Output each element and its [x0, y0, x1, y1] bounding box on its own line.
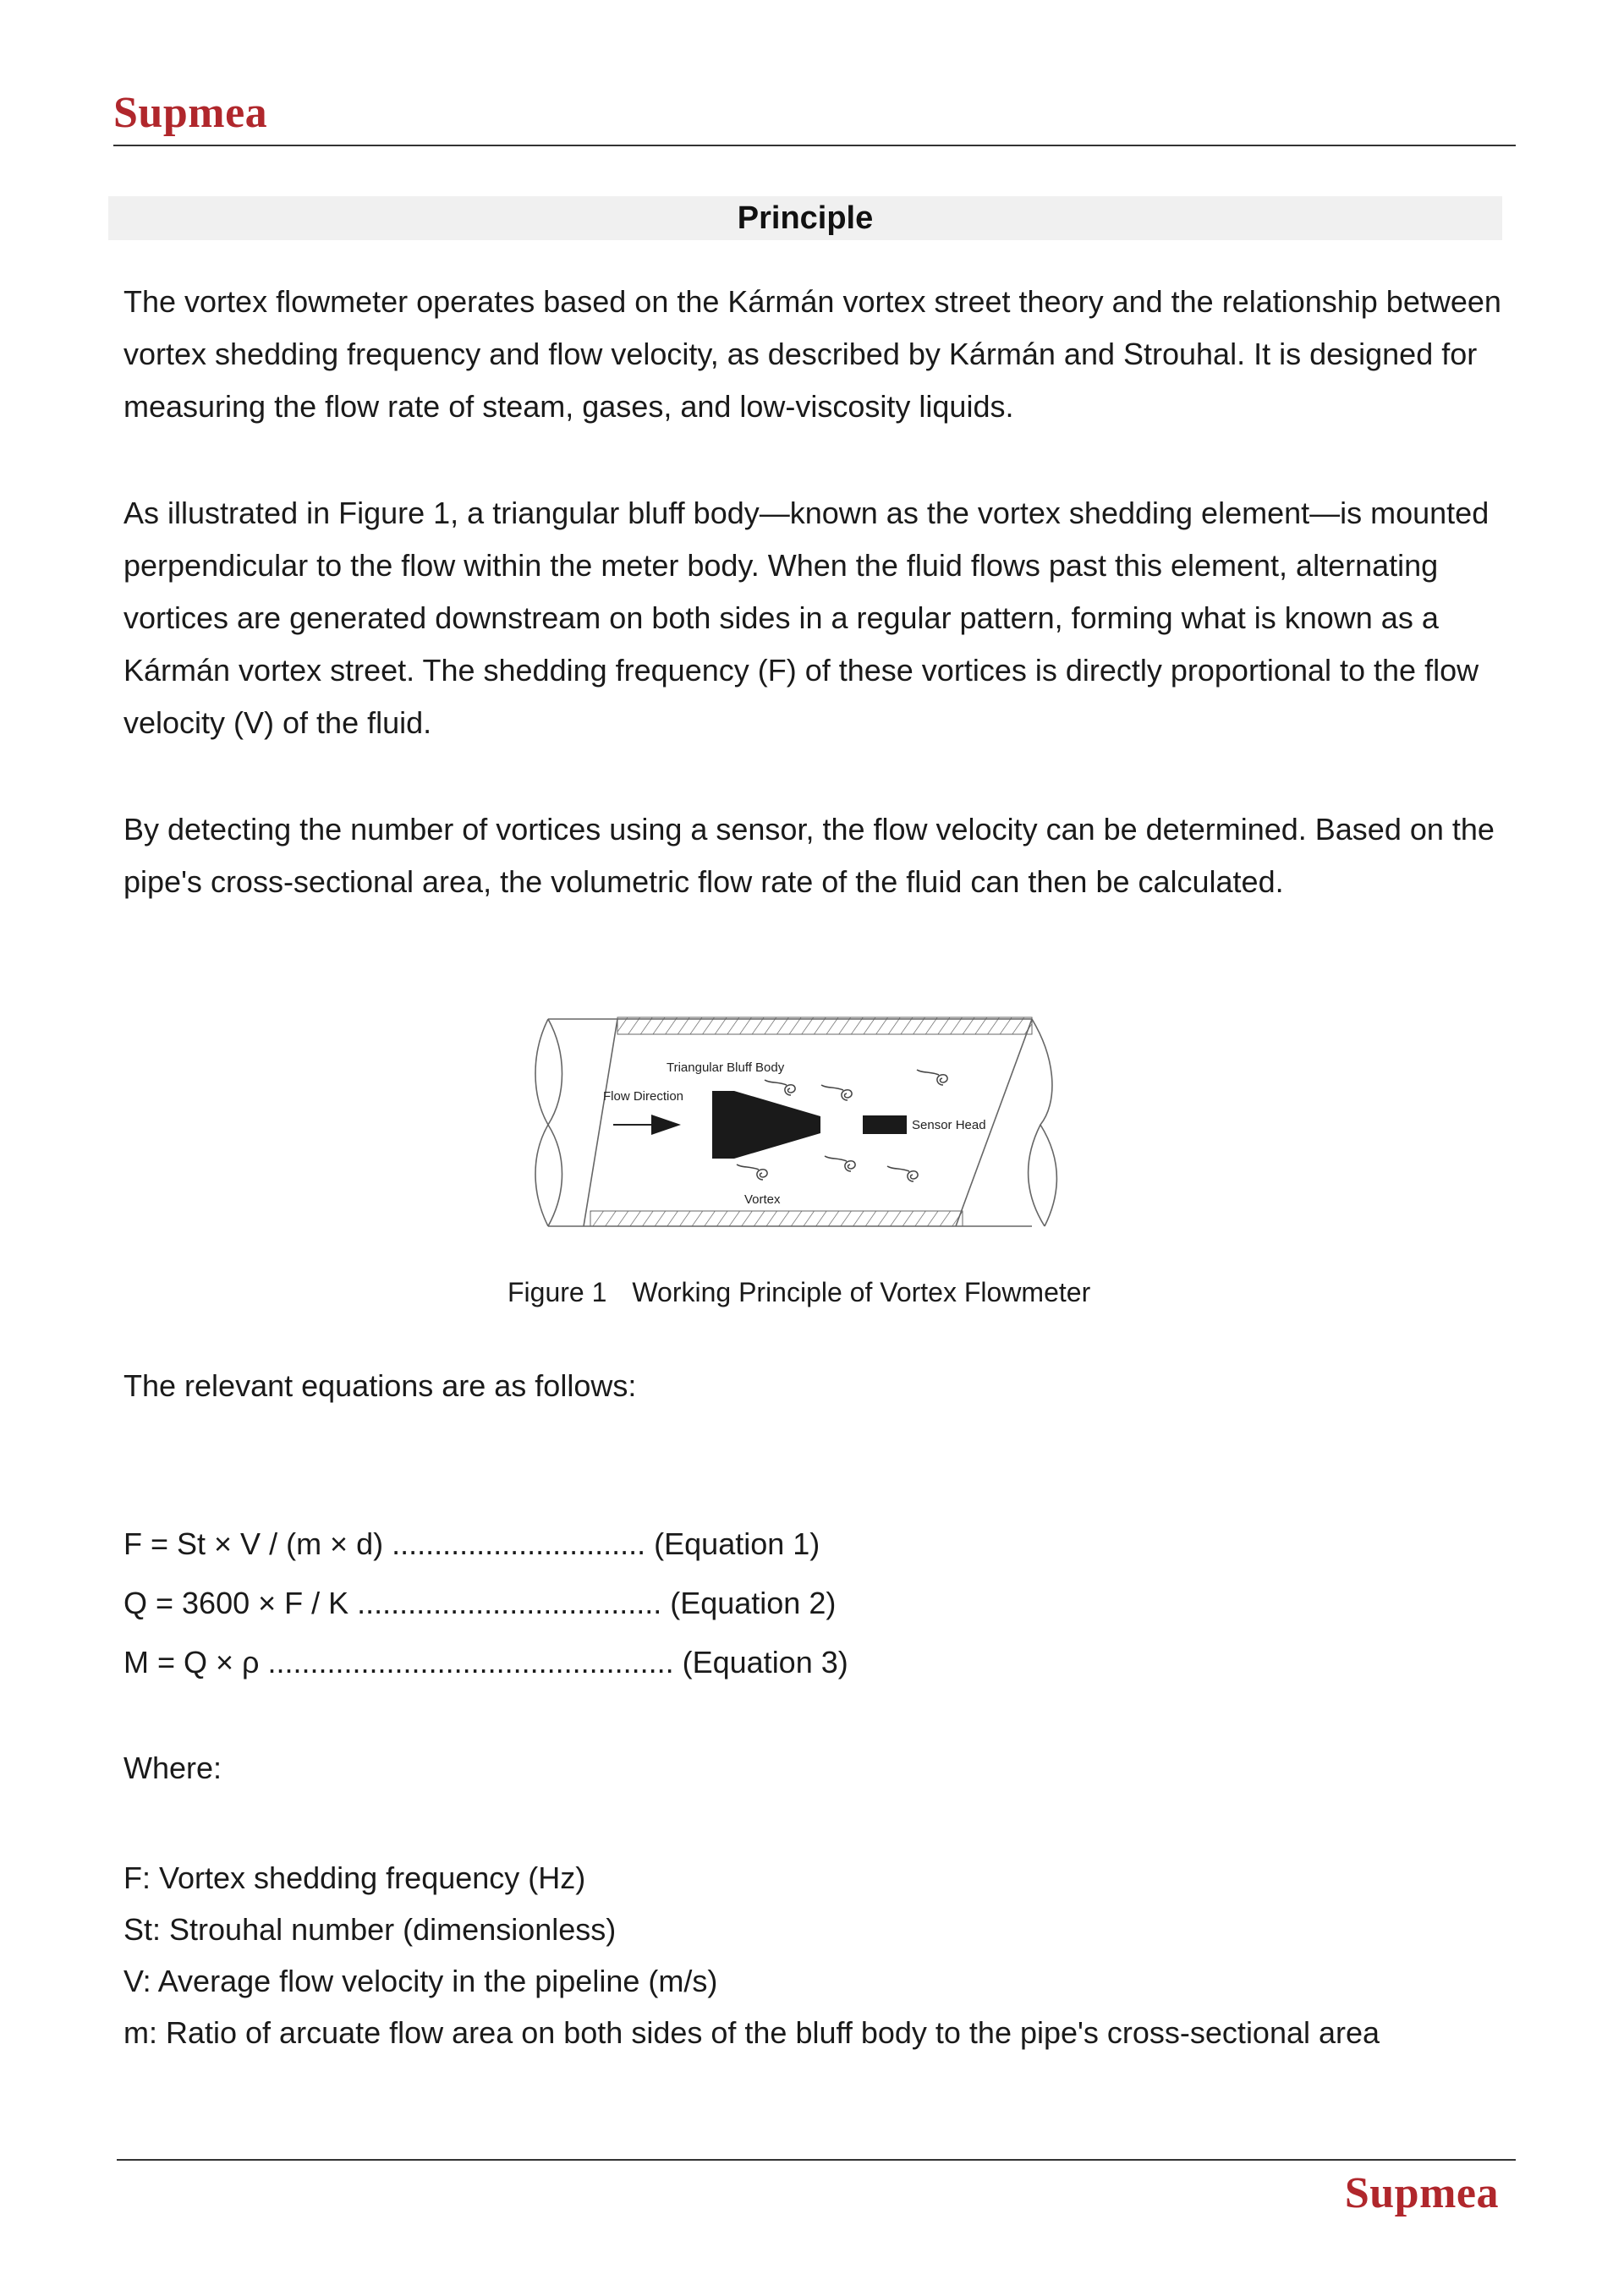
label-vortex: Vortex [744, 1192, 781, 1207]
figure-number: Figure 1 [508, 1277, 607, 1307]
paragraph-sensor [123, 803, 1511, 908]
footer-rule [117, 2159, 1516, 2161]
paragraph-text: As illustrated in Figure 1, a triangular bluff body—known as the vortex shedding element—is mounted perpendicular to the flow within the meter body. When the fluid flows past this element, alternating vortices are generated downstream on both sides in a regular pattern, forming what is known as a Kármán vortex street. The shedding frequency (F) of these vortices is directly proportional to the flow velocity (V) of the fluid. [123, 496, 1490, 740]
figure-caption-text: Working Principle of Vortex Flowmeter [632, 1277, 1091, 1307]
definition-item: V: Average flow velocity in the pipeline (m/s) [123, 1964, 718, 1998]
figure-caption [508, 1277, 1116, 1308]
flow-arrow-head [651, 1115, 681, 1135]
paragraph-bluff-body [123, 487, 1511, 749]
header-logo: Supmea [113, 89, 268, 137]
definition-item: St: Strouhal number (dimensionless) [123, 1912, 617, 1947]
equation-2: Q = 3600 × F / K .................................... (Equation 2) [123, 1586, 837, 1620]
label-bluff-body: Triangular Bluff Body [667, 1060, 785, 1075]
where-label: Where: [123, 1751, 222, 1785]
equation-3: M = Q × ρ ................................................ (Equation 3) [123, 1645, 848, 1680]
equation-1: F = St × V / (m × d) .............................. (Equation 1) [123, 1526, 820, 1561]
pipe-wall-top [617, 1017, 1032, 1034]
definitions-list [123, 1852, 1511, 2058]
definition-item: m: Ratio of arcuate flow area on both sides of the bluff body to the pipe's cross-sectional area [123, 2015, 1380, 2050]
section-title: Principle [108, 196, 1502, 240]
paragraph-text: The vortex flowmeter operates based on the Kármán vortex street theory and the relationship between vortex shedding frequency and flow velocity, as described by Kármán and Strouhal. It is designed for measuring the flow rate of steam, gases, and low-viscosity liquids. [123, 284, 1501, 424]
vortex-flowmeter-diagram [533, 1011, 1078, 1235]
header-rule [113, 145, 1516, 146]
definition-item: F: Vortex shedding frequency (Hz) [123, 1860, 586, 1895]
pipe-wall-bottom [590, 1211, 963, 1226]
equations-intro: The relevant equations are as follows: [123, 1368, 637, 1403]
label-flow-direction: Flow Direction [603, 1089, 684, 1104]
paragraph-intro [123, 276, 1511, 433]
triangular-bluff-body [712, 1091, 820, 1159]
sensor-head [863, 1115, 907, 1134]
label-sensor-head: Sensor Head [912, 1118, 986, 1132]
paragraph-text: By detecting the number of vortices using a sensor, the flow velocity can be determined. Based on the pipe's cross-sectional area, the volumetric flow rate of the fluid can then be calculated. [123, 812, 1495, 899]
footer-logo: Supmea [1344, 2169, 1499, 2217]
